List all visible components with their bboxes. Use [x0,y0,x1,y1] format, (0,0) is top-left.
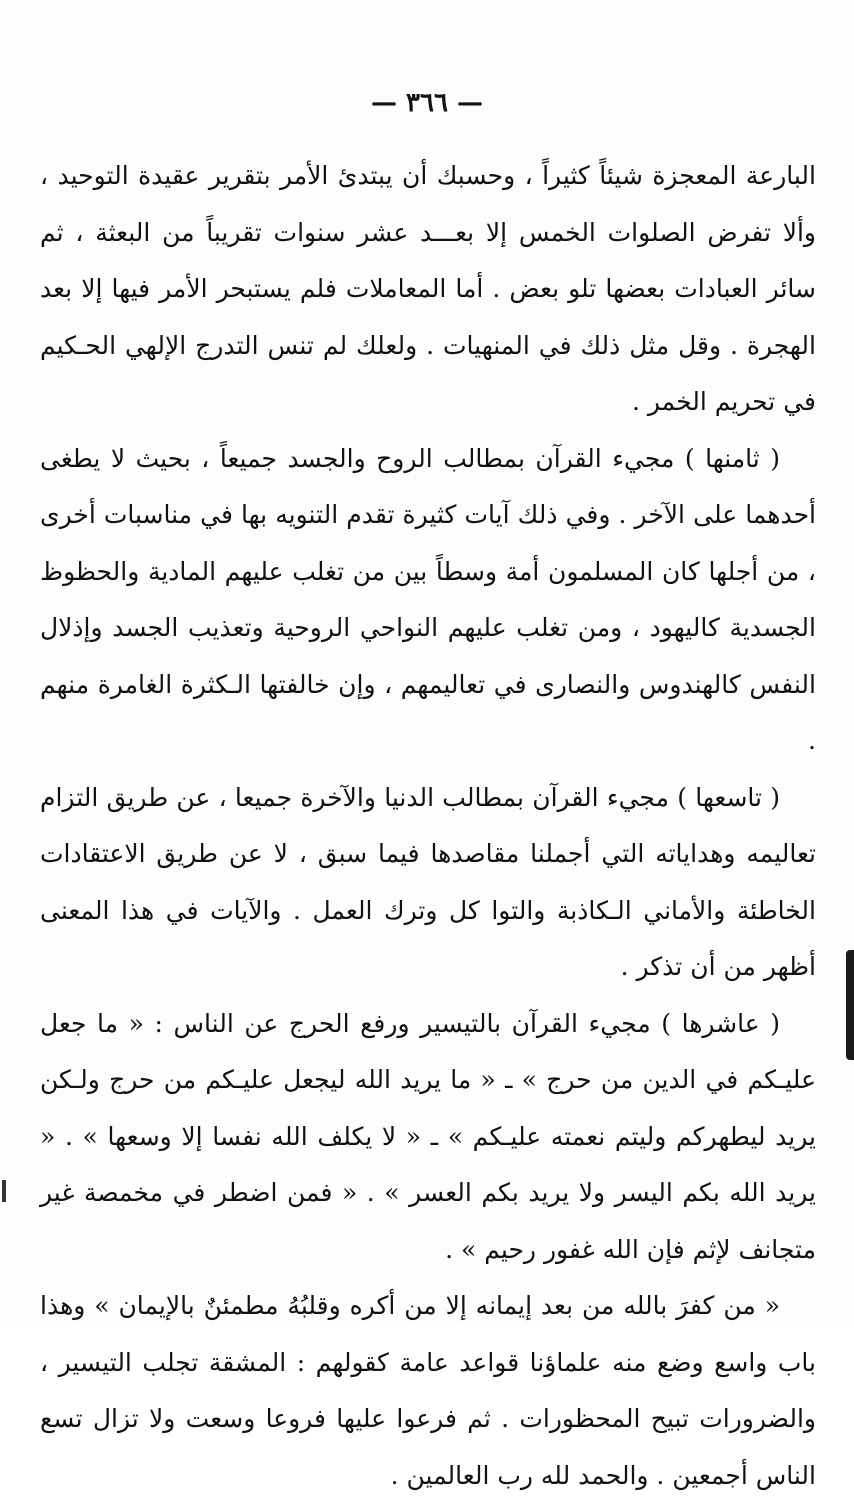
paragraph-tenth: ( عاشرها ) مجيء القرآن بالتيسير ورفع الحرج عن الناس : « ما جعل عليـكم في الدين من حرج » ـ « ما يريد الله ليجعل عليـكم من حرج ولـكن يريد ليطهركم وليتم نعمته عليـكم » ـ « لا يكلف الله نفسا إلا وسعها » . « يريد الله بكم اليسر ولا يريد بكم العسر » . « فمن اضطر في مخمصة غير متجانف لإثم فإن الله غفور رحيم » . [40,1008,816,1264]
page-number: — ٣٦٦ — [370,88,484,118]
scan-edge-mark [846,950,854,1060]
paragraph-continuation: البارعة المعجزة شيئاً كثيراً ، وحسبك أن يبتدئ الأمر بتقرير عقيدة التوحيد ، وألا تفرض الصلوات الخمس إلا بعـــد عشر سنوات تقريباً من البعثة ، ثم سائر العبادات بعضها تلو بعض . أما المعاملات فلم يستبحر الأمر فيها إلا بعد الهجرة . وقل مثل ذلك في المنهيات . ولعلك لم تنس التدرج الإلهي الحـكيم في تحريم الخمر . [40,161,817,416]
scan-edge-dot [2,1180,6,1202]
paragraph-ninth: ( تاسعها ) مجيء القرآن بمطالب الدنيا والآخرة جميعا ، عن طريق التزام تعاليمه وهداياته التي أجملنا مقاصدها فيما سبق ، لا عن طريق الاعتقادات الخاطئة والأماني الـكاذبة والتوا كل وترك العمل . والآيات في هذا المعنى أظهر من أن تذكر . [40,782,816,981]
paragraph-quran-verse: « من كفرَ بالله من بعد إيمانه إلا من أكره وقلبُهُ مطمئنٌ بالإيمان » وهذا باب واسع وضع منه علماؤنا قواعد عامة كقولهم : المشقة تجلب التيسير ، والضرورات تبيح المحظورات . ثم فرعوا عليها فروعا وسعت ولا تزال تسع الناس أجمعين . والحمد لله رب العالمين . [40,1291,816,1490]
body-text [40,148,816,1504]
paragraph-eighth: ( ثامنها ) مجيء القرآن بمطالب الروح والجسد جميعاً ، بحيث لا يطغى أحدهما على الآخر . وفي ذلك آيات كثيرة تقدم التنويه بها في مناسبات أخرى ، من أجلها كان المسلمون أمة وسطاً بين من تغلب عليهم المادية والحظوظ الجسدية كاليهود ، ومن تغلب عليهم النواحي الروحية وتعذيب الجسد وإذلال النفس كالهندوس والنصارى في تعاليمهم ، وإن خالفتها الـكثرة الغامرة منهم . [40,443,816,755]
